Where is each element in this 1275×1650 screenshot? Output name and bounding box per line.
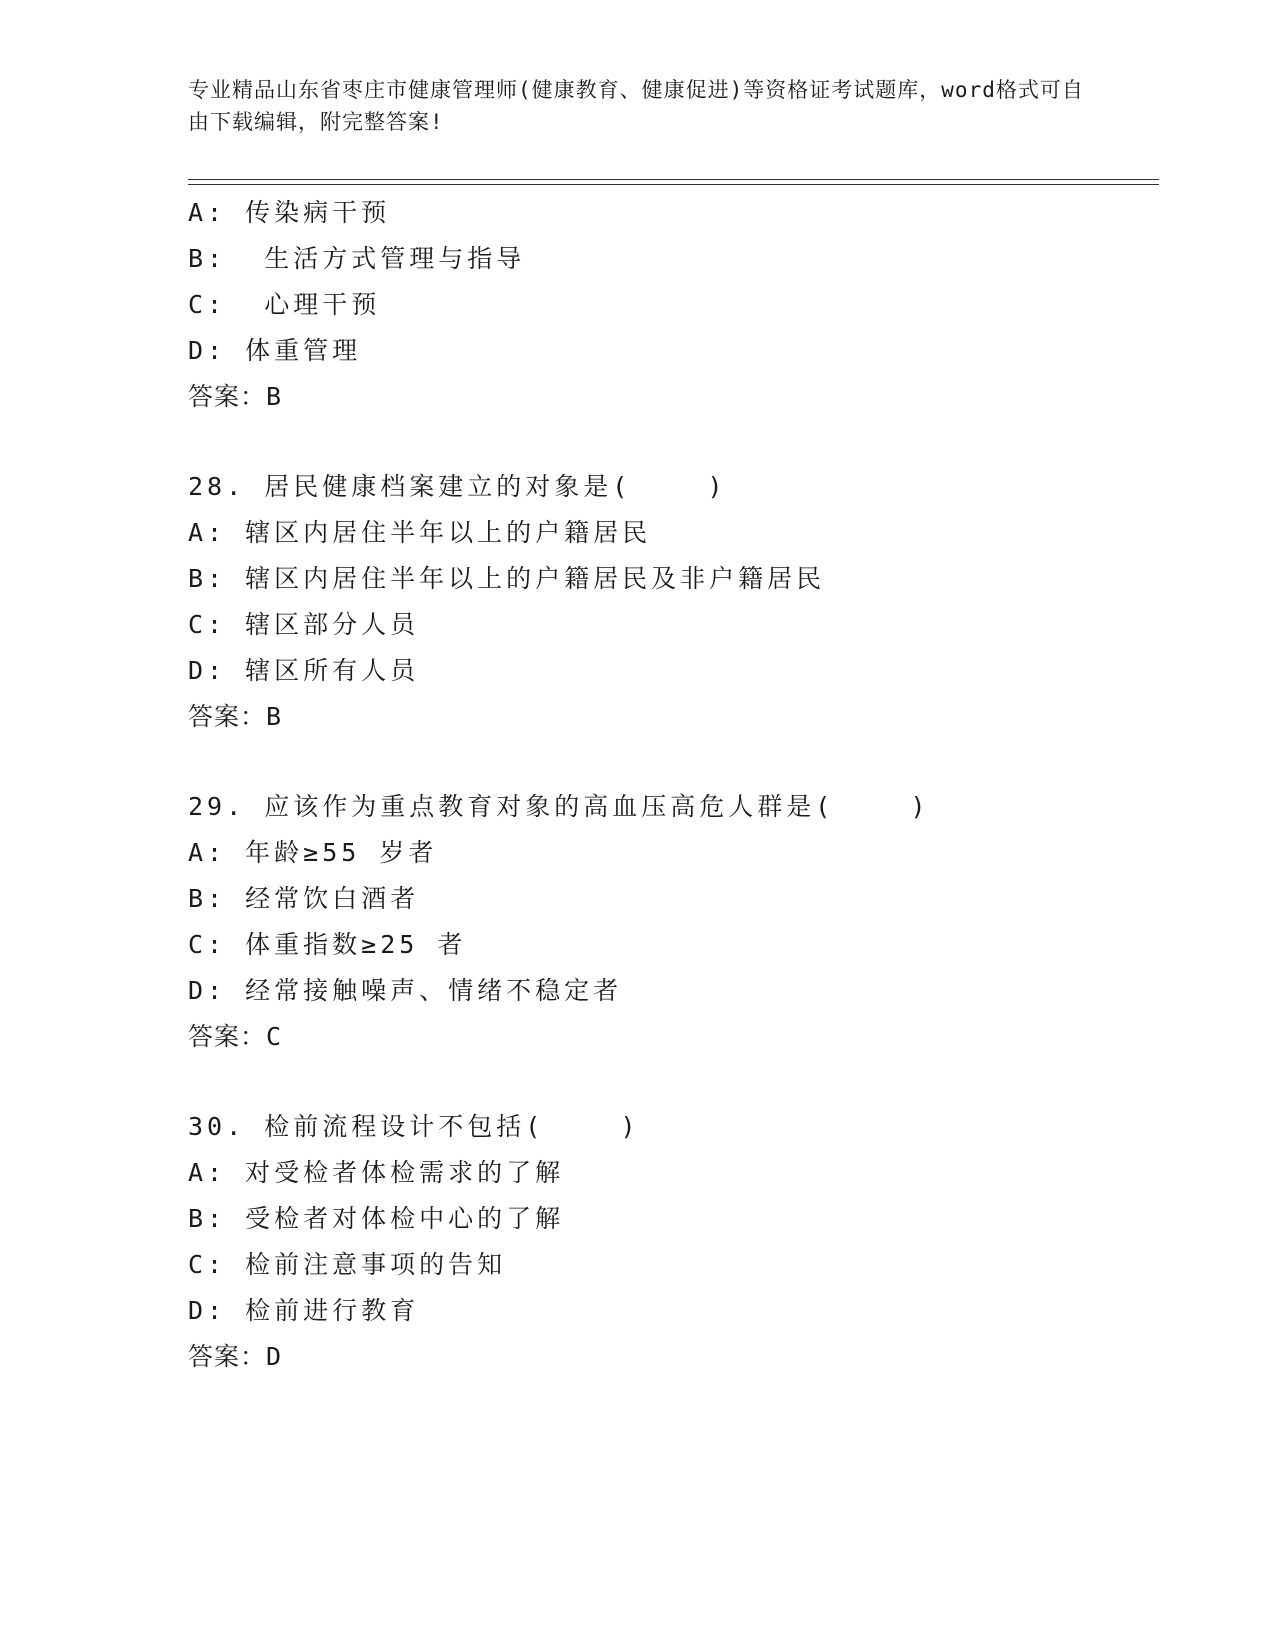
question-29 bbox=[188, 784, 1159, 1060]
option-label: D: bbox=[188, 336, 227, 365]
question-title: 29. 应该作为重点教育对象的高血压高危人群是( ) bbox=[188, 792, 930, 821]
option-c bbox=[188, 602, 1159, 648]
option-label: B: bbox=[188, 1204, 227, 1233]
option-text: 检前进行教育 bbox=[245, 1296, 420, 1325]
option-text: 辖区内居住半年以上的户籍居民及非户籍居民 bbox=[245, 564, 826, 593]
option-text: 经常饮白酒者 bbox=[245, 884, 420, 913]
option-text: 对受检者体检需求的了解 bbox=[245, 1158, 565, 1187]
option-text: 经常接触噪声、情绪不稳定者 bbox=[245, 976, 623, 1005]
option-text: 检前注意事项的告知 bbox=[245, 1250, 507, 1279]
option-text: 辖区所有人员 bbox=[245, 656, 420, 685]
option-text: 受检者对体检中心的了解 bbox=[245, 1204, 565, 1233]
question-title: 28. 居民健康档案建立的对象是( ) bbox=[188, 472, 727, 501]
option-label: B: bbox=[188, 884, 227, 913]
option-c bbox=[188, 922, 1159, 968]
answer-label: 答案： bbox=[188, 1022, 267, 1051]
option-label: C: bbox=[188, 610, 227, 639]
option-d bbox=[188, 1288, 1159, 1334]
option-d bbox=[188, 968, 1159, 1014]
option-text: 传染病干预 bbox=[245, 198, 391, 227]
answer-value: B bbox=[266, 702, 283, 731]
document-header: 专业精品山东省枣庄市健康管理师(健康教育、健康促进)等资格证考试题库，word格式可自由下载编辑，附完整答案! bbox=[188, 78, 1084, 134]
question-27-tail bbox=[188, 190, 1159, 420]
answer-line bbox=[188, 374, 1159, 420]
option-label: D: bbox=[188, 976, 227, 1005]
option-text: 辖区内居住半年以上的户籍居民 bbox=[245, 518, 652, 547]
option-a bbox=[188, 510, 1159, 556]
option-a bbox=[188, 830, 1159, 876]
option-label: C: bbox=[188, 290, 227, 319]
answer-line bbox=[188, 1334, 1159, 1380]
option-text: 生活方式管理与指导 bbox=[245, 244, 526, 273]
answer-line bbox=[188, 694, 1159, 740]
option-label: A: bbox=[188, 838, 227, 867]
answer-label: 答案： bbox=[188, 382, 267, 411]
question-list bbox=[188, 190, 1159, 1380]
answer-line bbox=[188, 1014, 1159, 1060]
option-label: A: bbox=[188, 1158, 227, 1187]
option-a bbox=[188, 190, 1159, 236]
question-title: 30. 检前流程设计不包括( ) bbox=[188, 1112, 640, 1141]
option-label: D: bbox=[188, 1296, 227, 1325]
option-label: A: bbox=[188, 198, 227, 227]
option-a bbox=[188, 1150, 1159, 1196]
option-label: B: bbox=[188, 244, 227, 273]
answer-value: B bbox=[266, 382, 283, 411]
answer-label: 答案： bbox=[188, 702, 267, 731]
option-d bbox=[188, 648, 1159, 694]
option-label: C: bbox=[188, 930, 227, 959]
option-text: 体重管理 bbox=[245, 336, 362, 365]
question-28 bbox=[188, 464, 1159, 740]
header-divider-top bbox=[188, 179, 1159, 180]
option-d bbox=[188, 328, 1159, 374]
option-b bbox=[188, 556, 1159, 602]
option-label: C: bbox=[188, 1250, 227, 1279]
option-text: 年龄≥55 岁者 bbox=[245, 838, 438, 867]
option-label: D: bbox=[188, 656, 227, 685]
option-c bbox=[188, 1242, 1159, 1288]
option-text: 辖区部分人员 bbox=[245, 610, 420, 639]
option-b bbox=[188, 1196, 1159, 1242]
option-label: B: bbox=[188, 564, 227, 593]
option-text: 体重指数≥25 者 bbox=[245, 930, 467, 959]
answer-value: C bbox=[266, 1022, 283, 1051]
option-label: A: bbox=[188, 518, 227, 547]
option-b bbox=[188, 876, 1159, 922]
answer-label: 答案： bbox=[188, 1342, 267, 1371]
option-b bbox=[188, 236, 1159, 282]
option-text: 心理干预 bbox=[245, 290, 381, 319]
answer-value: D bbox=[266, 1342, 283, 1371]
question-30 bbox=[188, 1104, 1159, 1380]
option-c bbox=[188, 282, 1159, 328]
header-divider-bottom bbox=[188, 184, 1159, 185]
